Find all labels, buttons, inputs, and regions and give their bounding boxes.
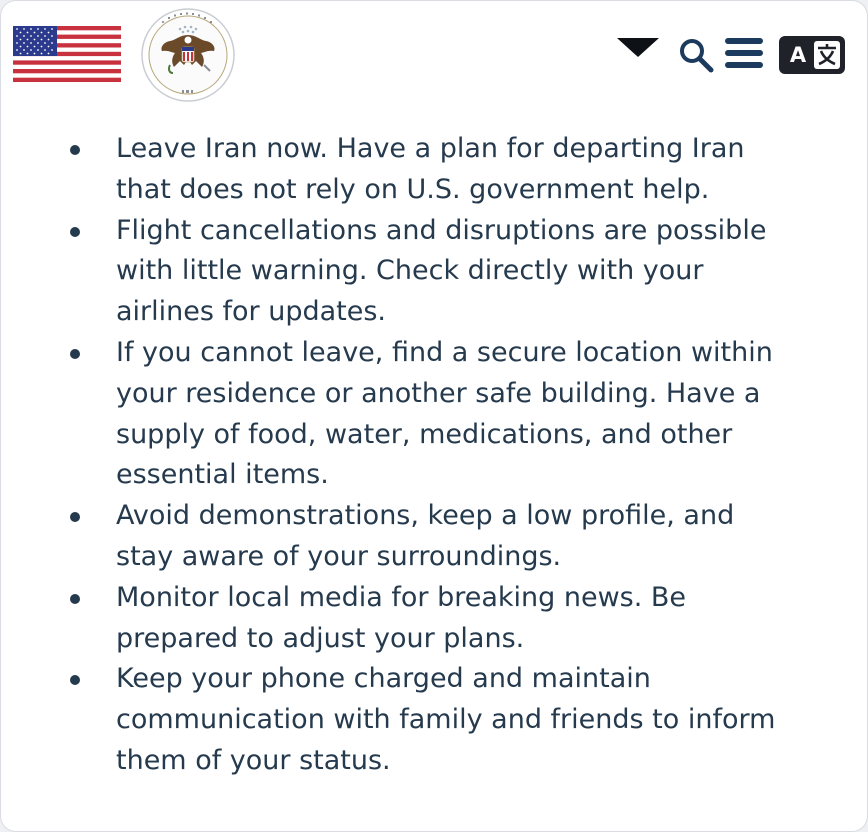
triangle-down-icon (615, 35, 661, 61)
translate-icon (814, 41, 840, 69)
list-item-text: Avoid demonstrations, keep a low profile, and stay aware of your surroundings. (116, 500, 735, 572)
embassy-seal-icon[interactable] (140, 7, 236, 103)
list-item-text: Leave Iran now. Have a plan for departing Iran that does not rely on U.S. government help. (116, 133, 745, 205)
hamburger-menu-icon (723, 35, 767, 75)
language-button[interactable] (779, 36, 845, 74)
advice-list (1, 129, 867, 782)
bullet-icon (70, 512, 80, 522)
bullet-icon (70, 227, 80, 237)
list-item-text: If you cannot leave, find a secure location within your residence or another safe building. Have a supply of food, water, medications, and other essential items. (116, 336, 773, 491)
bullet-icon (70, 349, 80, 359)
list-item (1, 496, 867, 578)
list-item-text: Monitor local media for breaking news. Be prepared to adjust your plans. (116, 581, 687, 654)
list-item (1, 578, 867, 660)
list-item (1, 129, 867, 211)
menu-button[interactable] (723, 35, 767, 75)
advisory-content (1, 129, 867, 782)
site-header (1, 1, 867, 109)
search-icon (677, 35, 717, 75)
list-item-text: Keep your phone charged and maintain communication with family and friends to inform them of your status. (116, 663, 776, 776)
bullet-icon (70, 145, 80, 155)
search-button[interactable] (677, 35, 717, 75)
bullet-icon (70, 594, 80, 604)
list-item (1, 333, 867, 496)
list-item (1, 211, 867, 333)
language-letter: A (789, 43, 807, 67)
list-item-text: Flight cancellations and disruptions are possible with little warning. Check directly with your airlines for updates. (116, 214, 767, 328)
us-flag-icon[interactable] (13, 26, 121, 82)
dropdown-toggle-button[interactable] (615, 35, 661, 61)
list-item (1, 659, 867, 781)
bullet-icon (70, 675, 80, 685)
